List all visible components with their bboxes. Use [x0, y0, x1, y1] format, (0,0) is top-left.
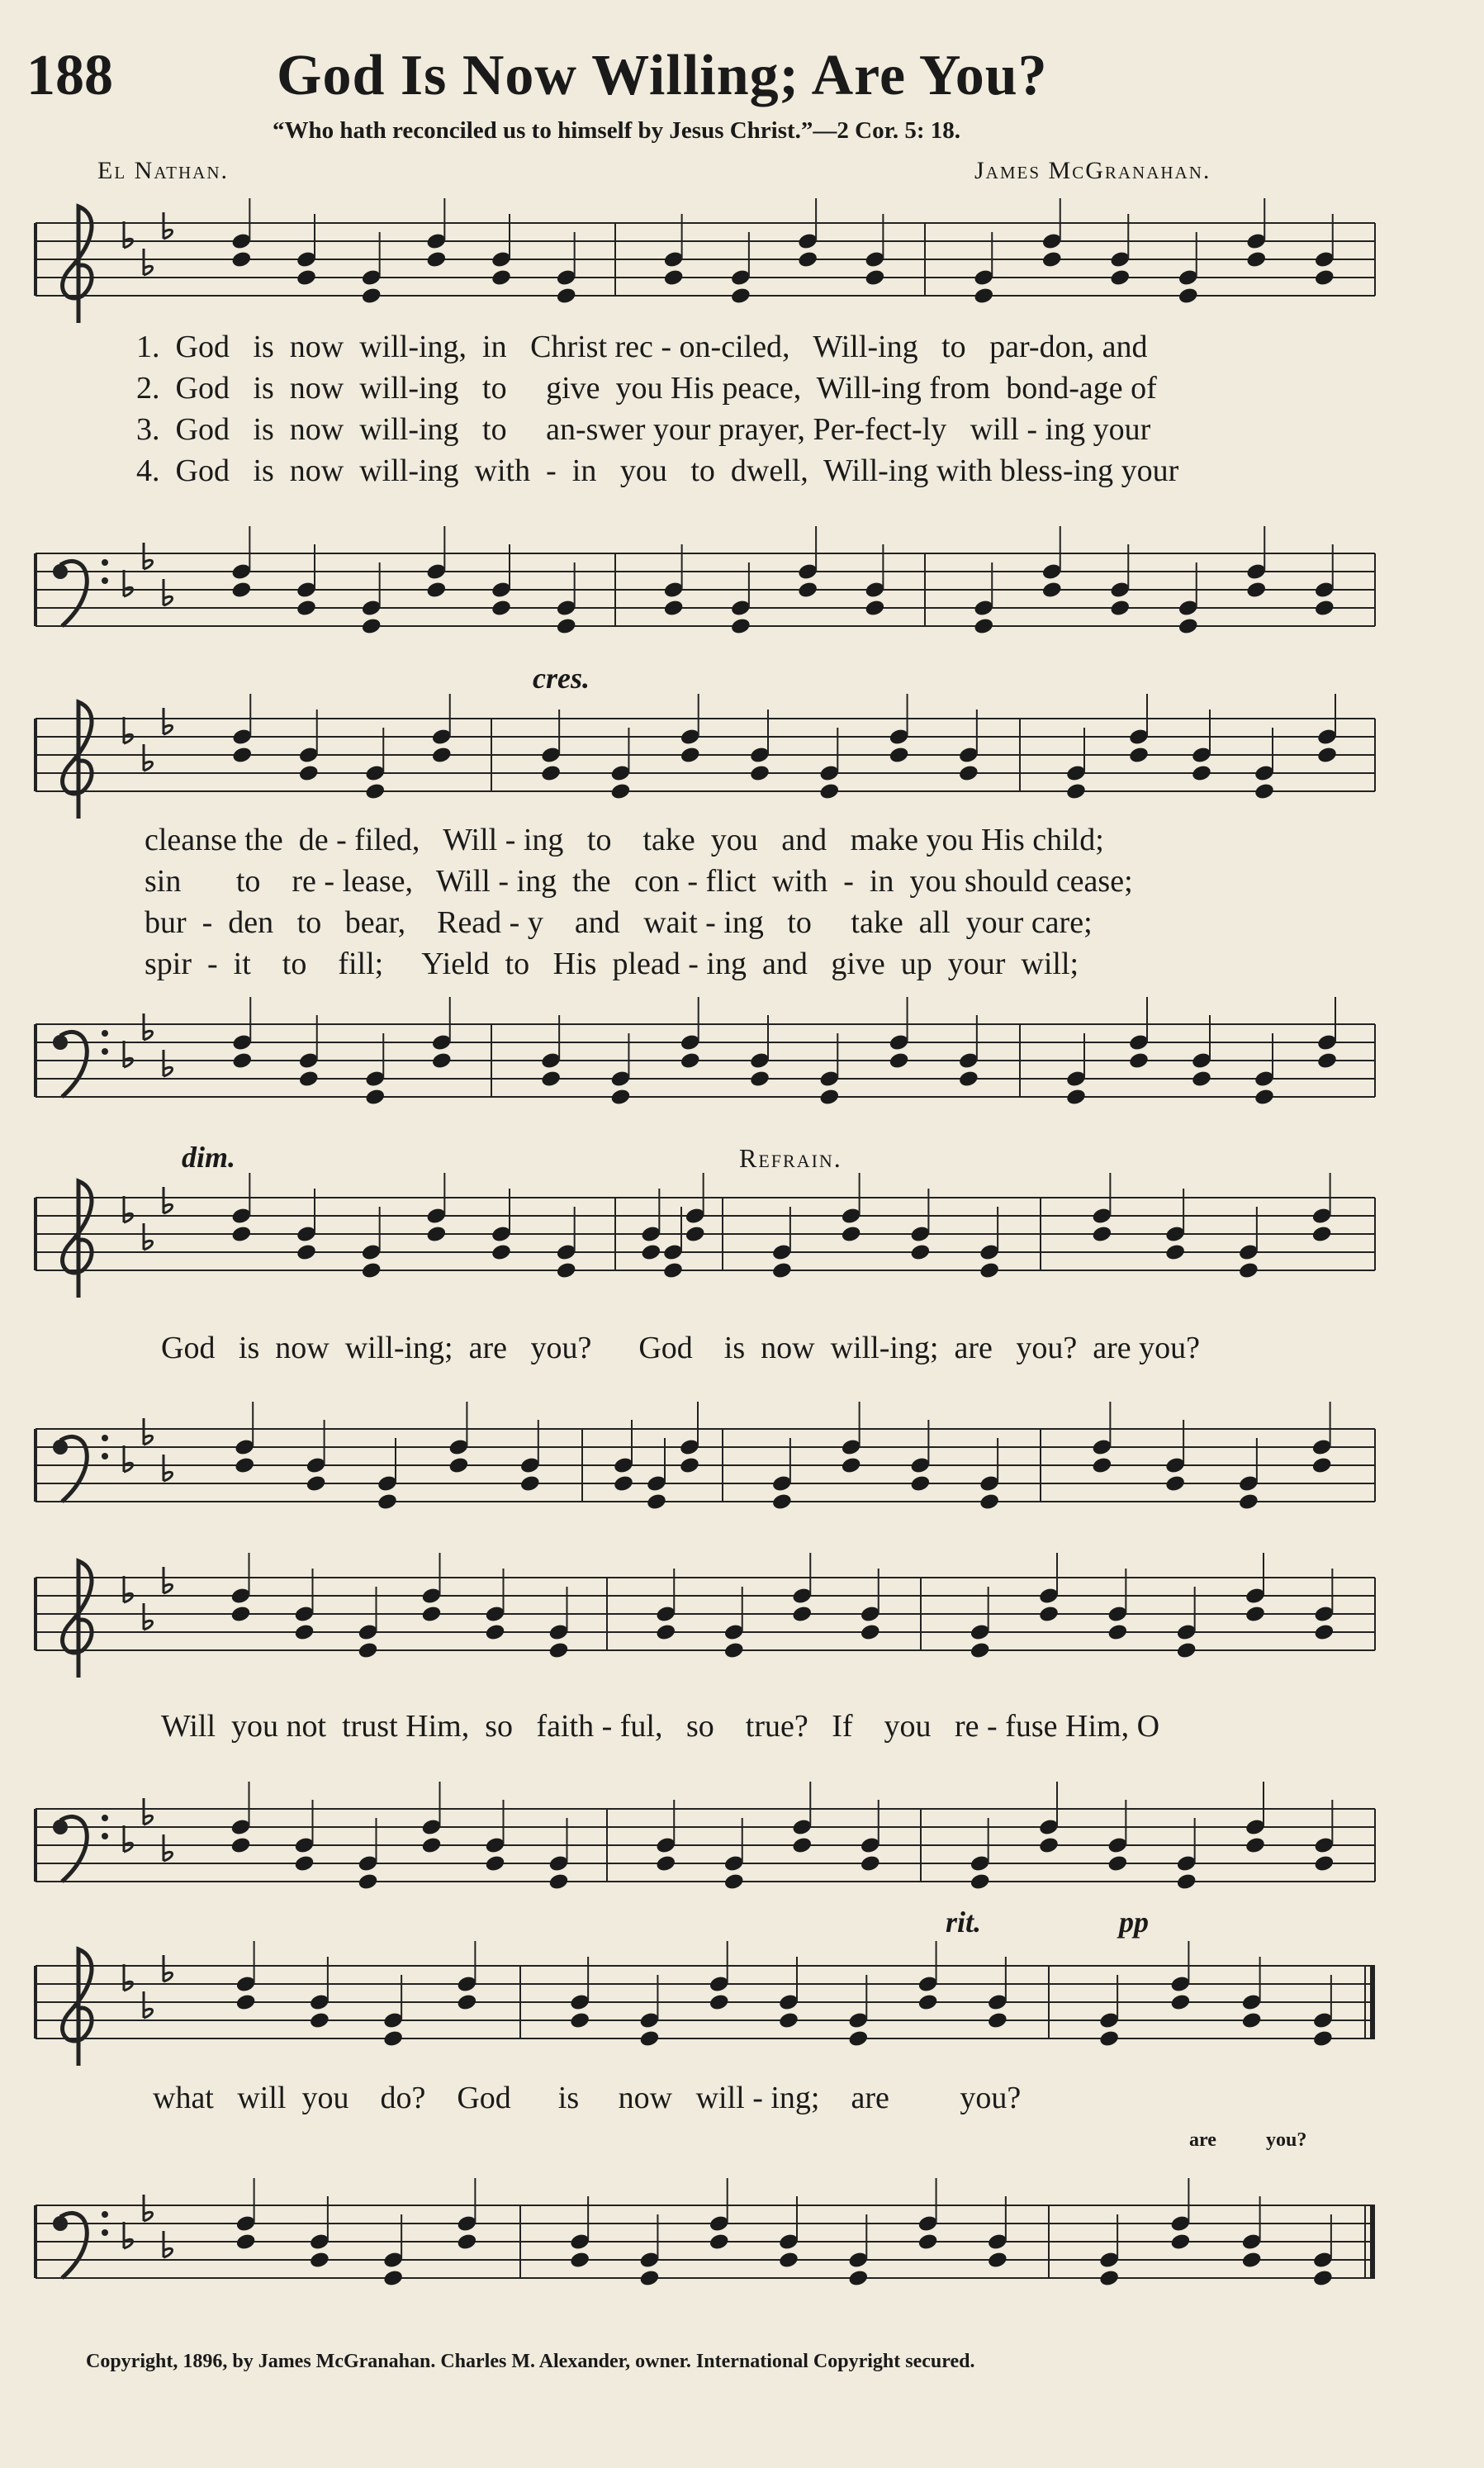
bass-staff — [21, 1751, 1383, 1916]
refrain-label: Refrain. — [739, 1143, 842, 1173]
verse-3-line: bur - den to bear, Read - y and wait - ing to take all your care; — [145, 905, 1093, 940]
music-system-2 — [21, 661, 1383, 1123]
verse-3-line: 3. God is now will-ing to an-swer your prayer, Per-fect-ly will - ing your — [136, 412, 1151, 447]
treble-staff — [21, 694, 1383, 826]
bass-staff — [21, 2148, 1383, 2313]
music-system-1 — [21, 198, 1383, 661]
music-system-4 — [21, 1553, 1383, 1883]
verse-4-line: 4. God is now will-ing with - in you to dwell, Will-ing with bless-ing your — [136, 453, 1179, 488]
refrain-line: Will you not trust Him, so faith - ful, so true? If you re - fuse Him, O — [161, 1709, 1160, 1744]
verse-2-line: sin to re - lease, Will - ing the con - flict with - in you should cease; — [145, 864, 1133, 899]
ritardando-mark: rit. — [946, 1906, 982, 1939]
bass-staff — [21, 1371, 1383, 1536]
music-system-5 — [21, 1900, 1383, 2329]
hymn-title: God Is Now Willing; Are You? — [277, 44, 1048, 107]
treble-staff — [21, 1553, 1383, 1685]
treble-staff — [21, 198, 1383, 330]
composer: James McGranahan. — [974, 157, 1211, 184]
crescendo-mark: cres. — [533, 662, 590, 695]
verse-1-line: cleanse the de - filed, Will - ing to take you and make you His child; — [145, 823, 1104, 857]
verse-1-line: 1. God is now will-ing, in Christ rec - on-ciled, Will-ing to par-don, and — [136, 330, 1148, 364]
pianissimo-mark: pp — [1119, 1906, 1149, 1939]
verse-4-line: spir - it to fill; Yield to His plead - ing and give up your will; — [145, 947, 1079, 981]
scripture-reference: “Who hath reconciled us to himself by Jesus Christ.”—2 Cor. 5: 18. — [273, 117, 960, 144]
bass-staff — [21, 983, 1383, 1115]
music-system-3 — [21, 1140, 1383, 1520]
bass-staff — [21, 496, 1383, 661]
copyright-notice: Copyright, 1896, by James McGranahan. Charles M. Alexander, owner. International Copyright secured. — [86, 2351, 975, 2372]
treble-staff — [21, 1941, 1383, 2073]
tenor-lyric-are: are — [1189, 2129, 1216, 2151]
hymn-number: 188 — [26, 44, 113, 107]
diminuendo-mark: dim. — [182, 1141, 236, 1174]
lyricist: El Nathan. — [97, 157, 229, 184]
refrain-line: what will you do? God is now will - ing; are you? — [153, 2081, 1022, 2115]
treble-staff — [21, 1173, 1383, 1305]
refrain-line: God is now will-ing; are you? God is now will-ing; are you? are you? — [161, 1331, 1200, 1365]
verse-2-line: 2. God is now will-ing to give you His peace, Will-ing from bond-age of — [136, 371, 1157, 406]
tenor-lyric-you: you? — [1266, 2129, 1307, 2151]
